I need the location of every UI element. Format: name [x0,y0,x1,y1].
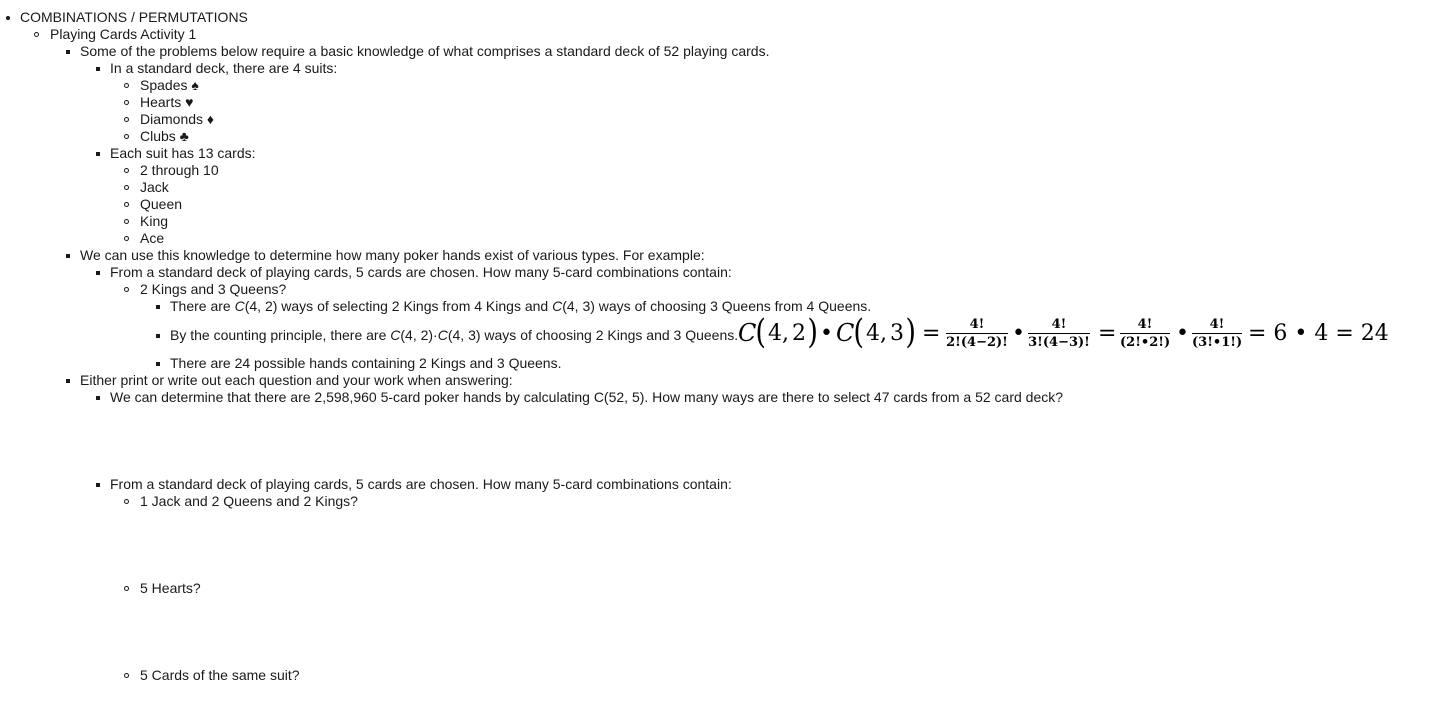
heading-text: COMBINATIONS / PERMUTATIONS [20,9,248,25]
step-1-text: There are C(4, 2) ways of selecting 2 Kings from 4 Kings and C(4, 3) ways of choosing 3 Queens from 4 Queens. [170,298,872,314]
question-1-text: We can determine that there are 2,598,960 5-card poker hands by calculating C(52, 5). How many ways are there to select 47 cards from a 52 card deck? [110,389,1064,405]
eq-fraction: 4! 3!(4−3)! [1028,317,1090,350]
eq-fraction: 4! (3!•1!) [1192,317,1243,350]
bullet-circle [124,287,129,292]
question-case-text: 1 Jack and 2 Queens and 2 Kings? [140,493,358,509]
eq-dot: • [1176,321,1189,346]
eq-term: 4, [768,321,789,346]
eq-left-paren: ( [755,312,766,352]
step-2-text: By the counting principle, there are C(4, 2)·C(4, 3) ways of choosing 2 Kings and 3 Queens. [170,327,739,343]
bullet-square [96,152,100,156]
bullet-circle [124,117,129,122]
eq-term: 2 [792,321,806,346]
bullet-square [66,50,70,54]
bullet-circle [124,168,129,173]
eq-term: 3 [890,321,904,346]
eq-fraction: 4! (2!•2!) [1120,317,1171,350]
question-case-text: 5 Hearts? [140,580,201,596]
eq-symbol-c: C [836,319,855,347]
suit-label: Hearts ♥ [140,94,194,110]
suit-label: Clubs ♣ [140,128,189,144]
bullet-circle [34,32,39,37]
bullet-circle [124,499,129,504]
example-intro-text: We can use this knowledge to determine how many poker hands exist of various types. For example: [80,247,705,263]
bullet-circle [124,219,129,224]
bullet-square [156,305,160,309]
bullet-square [96,396,100,400]
bullet-circle [124,100,129,105]
eq-fraction: 4! 2!(4−2)! [946,317,1008,350]
question-2-text: From a standard deck of playing cards, 5 cards are chosen. How many 5-card combinations contain: [110,476,732,492]
question-case-text: 5 Cards of the same suit? [140,667,300,683]
bullet-circle [124,185,129,190]
eq-equals: = [922,321,941,346]
bullet-circle [124,134,129,139]
example-question-text: From a standard deck of playing cards, 5 cards are chosen. How many 5-card combinations contain: [110,264,732,280]
eq-dot: • [1012,321,1025,346]
bullet-square [96,483,100,487]
activity-title: Playing Cards Activity 1 [50,26,197,42]
eq-dot: • [820,321,833,346]
eq-term: 4, [866,321,887,346]
bullet-circle [124,236,129,241]
card-label: Queen [140,196,183,212]
card-label: Ace [140,230,165,246]
card-label: Jack [140,179,169,195]
card-label: 2 through 10 [140,162,219,178]
bullet-square [66,379,70,383]
bullet-disc [6,16,10,20]
intro-text: Some of the problems below require a basic knowledge of what comprises a standard deck of 52 playing cards. [80,43,770,59]
card-label: King [140,213,169,229]
bullet-square [156,362,160,366]
eq-result: = 6 • 4 = 24 [1248,321,1389,346]
eq-right-paren: ) [807,312,818,352]
bullet-square [96,271,100,275]
cards-intro-text: Each suit has 13 cards: [110,145,256,161]
eq-equals: = [1098,321,1117,346]
bullet-circle [124,673,129,678]
eq-right-paren: ) [905,312,916,352]
suit-label: Diamonds ♦ [140,111,215,127]
suits-intro-text: In a standard deck, there are 4 suits: [110,60,338,76]
eq-symbol-c: C [738,319,757,347]
bullet-square [96,67,100,71]
bullet-circle [124,83,129,88]
suit-label: Spades ♠ [140,77,199,93]
instructions-text: Either print or write out each question and your work when answering: [80,372,513,388]
bullet-circle [124,202,129,207]
bullet-circle [124,586,129,591]
bullet-square [156,334,160,338]
eq-left-paren: ( [853,312,864,352]
step-3-text: There are 24 possible hands containing 2 Kings and 3 Queens. [170,355,562,371]
example-case-text: 2 Kings and 3 Queens? [140,281,287,297]
bullet-square [66,254,70,258]
